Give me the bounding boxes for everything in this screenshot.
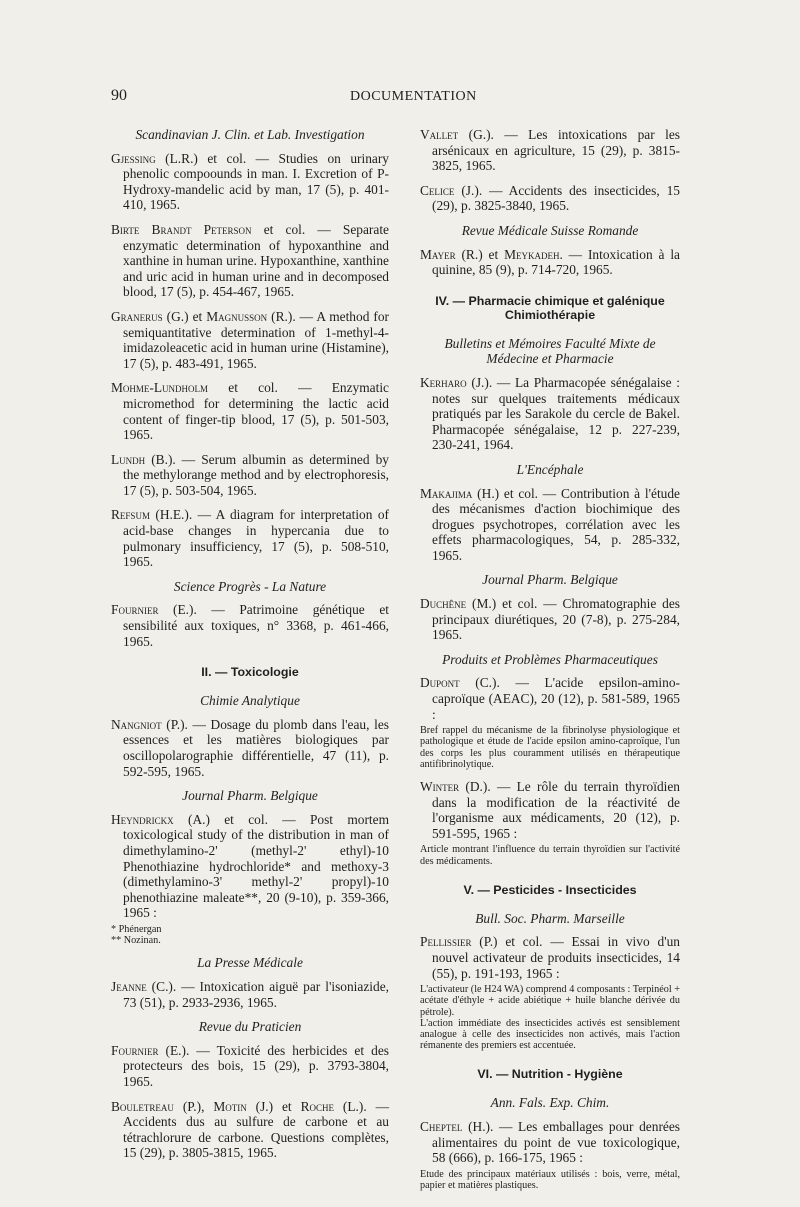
- entry-text: (B.). — Serum albumin as determined by the methylorange method and by electrophoresis, 17 (5), p. 503-504, 1965.: [123, 451, 389, 498]
- chapter-heading-line: V. — Pesticides - Insecticides: [463, 882, 637, 897]
- chapter-heading: [420, 883, 680, 897]
- journal-title: Science Progrès - La Nature: [173, 578, 327, 594]
- entry-note-line: Etude des principaux matériaux utilisés : bois, verre, métal, papier et matières plastiques.: [420, 1168, 680, 1191]
- entry-text: (H.) et col. — Contribution à l'étude des mécanismes d'action biochimique des drogues psychotropes, corrélation avec les effets pharmacologiques, 54, p. 285-332, 1965.: [432, 485, 680, 563]
- entry-author: Motin: [213, 1098, 247, 1114]
- entry-text: (P.). — Dosage du plomb dans l'eau, les essences et les matières biologiques par oscillopolarographie différentielle, 47 (11), p. 592-595, 1965.: [123, 716, 389, 779]
- entry-text: (L.). — Accidents dus au sulfure de carbone et au tétrachlorure de carbone. Questions complètes, 15 (29), p. 3805-3815, 1965.: [123, 1098, 389, 1161]
- chapter-heading: [420, 1067, 680, 1081]
- entry-author: Makajima: [420, 485, 473, 501]
- entry-author: Granerus: [111, 308, 163, 324]
- bibliography-entry: [420, 675, 680, 722]
- entry-author: Mayer: [420, 246, 456, 262]
- left-column: [111, 127, 389, 1170]
- journal-title: Scandinavian J. Clin. et Lab. Investigation: [135, 127, 365, 142]
- entry-author: Cheptel: [420, 1119, 463, 1134]
- entry-author: Winter: [420, 779, 460, 795]
- journal-title: Bulletins et Mémoires Faculté Mixte de Médecine et Pharmacie: [444, 335, 656, 367]
- entry-note-line: L'activateur (le H24 WA) comprend 4 composants : Terpinéol + acétate d'éthyle + acide abiétique + huile blanche dérivée du pétrole).: [420, 984, 680, 1018]
- entry-text: (G.) et: [162, 308, 207, 324]
- bibliography-entry: [111, 452, 389, 499]
- bibliography-entry: [420, 1119, 680, 1166]
- chapter-heading: [111, 665, 389, 679]
- journal-title: Journal Pharm. Belgique: [482, 572, 618, 588]
- journal-title: La Presse Médicale: [197, 955, 303, 971]
- entry-author: Lundh: [111, 451, 146, 467]
- entry-author: Magnusson: [206, 308, 268, 324]
- entry-text: (C.). — Intoxication aiguë par l'isoniazide, 73 (51), p. 2933-2936, 1965.: [123, 978, 389, 1010]
- entry-text: (C.). — L'acide epsilon-amino-caproïque (AEAC), 20 (12), p. 581-589, 1965 :: [432, 675, 680, 722]
- chapter-heading-line: IV. — Pharmacie chimique et galénique: [435, 293, 665, 308]
- bibliography-entry: [111, 309, 389, 371]
- entry-note-line: Bref rappel du mécanisme de la fibrinolyse physiologique et pathologique et étude de l'acide epsilon amino-caproïque, l'un des corps les plus couramment utilisés en thérapeutique antifibrinolytique.: [420, 725, 680, 770]
- right-column: [420, 127, 680, 1200]
- bibliography-entry: [420, 486, 680, 564]
- entry-author: Celice: [420, 182, 455, 198]
- entry-text: (H.). — Les emballages pour denrées alimentaires du point de vue toxicologique, 58 (666), p. 166-175, 1965 :: [432, 1119, 680, 1166]
- entry-text: . — Intoxication à la quinine, 85 (9), p. 714-720, 1965.: [432, 246, 680, 278]
- entry-text: et col. — Separate enzymatic determination of hypoxanthine and xanthine in human urine. Hypoxanthine, xanthine and uric acid in human urine and in decomposed blood, 17 (5), p. 454-467, 1965.: [123, 221, 389, 300]
- journal-title: Produits et Problèmes Pharmaceutiques: [442, 651, 658, 667]
- entry-author: Pellissier: [420, 934, 472, 950]
- entry-note: [420, 844, 680, 866]
- page-header: [0, 87, 800, 113]
- entry-text: (R.). — A method for semiquantitative determination of 1-methyl-4-imidazoleacetic acid in human urine (Histamine), 17 (5), p. 483-491, 1965.: [123, 308, 389, 371]
- running-head: DOCUMENTATION: [350, 89, 477, 104]
- bibliography-entry: [111, 602, 389, 649]
- entry-note: [420, 1169, 680, 1191]
- bibliography-entry: [111, 717, 389, 779]
- journal-title: Ann. Fals. Exp. Chim.: [490, 1095, 610, 1111]
- entry-author: Meykadeh: [504, 246, 560, 262]
- entry-text: (E.). — Patrimoine génétique et sensibilité aux toxiques, n° 3368, p. 461-466, 1965.: [123, 602, 389, 649]
- bibliography-entry: [111, 812, 389, 921]
- chapter-heading: [420, 294, 680, 322]
- bibliography-entry: [111, 979, 389, 1010]
- entry-text: (P.) et col. — Essai in vivo d'un nouvel activateur de produits insecticides, 14 (55), p. 191-193, 1965 :: [432, 934, 680, 981]
- entry-author: Duchêne: [420, 596, 467, 612]
- entry-text: (H.E.). — A diagram for interpretation of acid-base changes in hypercania due to pulmonary insufficiency, 17 (5), p. 508-510, 1965.: [123, 507, 389, 570]
- entry-text: (E.). — Toxicité des herbicides et des protecteurs des bois, 15 (29), p. 3793-3804, 1965.: [123, 1042, 389, 1089]
- entry-author: Mohme-Lundholm: [111, 380, 209, 396]
- entry-author: Refsum: [111, 507, 150, 523]
- entry-note: [420, 984, 680, 1051]
- bibliography-entry: [420, 247, 680, 278]
- entry-author: Fournier: [111, 602, 159, 618]
- page-number: 90: [111, 87, 127, 104]
- entry-author: Vallet: [420, 127, 459, 142]
- entry-author: Roche: [300, 1098, 334, 1114]
- journal-title: Journal Pharm. Belgique: [182, 788, 318, 804]
- entry-note: [111, 924, 389, 946]
- journal-title: Revue du Praticien: [198, 1019, 302, 1035]
- bibliography-entry: [420, 127, 680, 174]
- entry-text: (A.) et col. — Post mortem toxicological study of the distribution in man of dimethylamino-2' (methyl-2' ethyl)-10 Phenothiazine hydrochloride* and methoxy-3 (dimethylamino-3' methyl-2' propyl)-10 phenothiazine maleate**, 20 (9-10), p. 359-366, 1965 :: [123, 811, 389, 921]
- entry-note-line: * Phénergan: [111, 923, 162, 935]
- entry-author: Birte Brandt Peterson: [111, 221, 252, 237]
- journal-title: Bull. Soc. Pharm. Marseille: [475, 910, 625, 926]
- entry-text: (J.). — La Pharmacopée sénégalaise : notes sur quelques traitements médicaux pratiqués par les Sarakole du cercle de Bakel. Pharmacopée sénégalaise, 12 p. 227-239, 230-241, 1964.: [432, 374, 680, 453]
- bibliography-entry: [111, 222, 389, 300]
- bibliography-entry: [111, 1043, 389, 1090]
- bibliography-entry: [420, 596, 680, 643]
- entry-author: Dupont: [420, 675, 460, 691]
- entry-author: Gjessing: [111, 150, 156, 166]
- entry-text: (P.),: [173, 1098, 214, 1114]
- chapter-heading-line: VI. — Nutrition - Hygiène: [477, 1067, 623, 1082]
- entry-text: (J.). — Accidents des insecticides, 15 (29), p. 3825-3840, 1965.: [432, 182, 680, 214]
- bibliography-entry: [111, 507, 389, 569]
- entry-author: Bouletreau: [111, 1098, 174, 1114]
- entry-author: Fournier: [111, 1042, 159, 1058]
- entry-note-line: L'action immédiate des insecticides activés est sensiblement analogue à celle des insecticides non activés, mais l'action rémanente des premiers est accentuée.: [420, 1017, 680, 1052]
- chapter-heading-line: Chimiothérapie: [504, 307, 596, 322]
- bibliography-entry: [111, 380, 389, 442]
- entry-text: et col. — Enzymatic micromethod for determining the lactic acid content of finger-tip blood, 17 (5), p. 501-503, 1965.: [123, 380, 389, 443]
- bibliography-entry: [111, 1099, 389, 1161]
- entry-text: (J.) et: [246, 1098, 301, 1114]
- entry-text: (M.) et col. — Chromatographie des principaux diurétiques, 20 (7-8), p. 275-284, 1965.: [432, 596, 680, 643]
- entry-text: (L.R.) et col. — Studies on urinary phenolic compoounds in man. I. Excretion of P-Hydroxy-mandelic acid by man, 17 (5), p. 401-410, 1965.: [123, 150, 389, 213]
- journal-title: Revue Médicale Suisse Romande: [461, 222, 639, 238]
- entry-author: Nangniot: [111, 716, 162, 732]
- entry-author: Jeanne: [111, 978, 147, 994]
- entry-note-line: Article montrant l'influence du terrain thyroïdien sur l'activité des médicaments.: [420, 844, 680, 867]
- entry-text: (D.). — Le rôle du terrain thyroïdien dans la modification de la réactivité de l'organisme aux médicaments, 20 (12), p. 591-595, 1965 :: [432, 779, 680, 841]
- bibliography-entry: [420, 375, 680, 453]
- bibliography-entry: [420, 779, 680, 841]
- entry-text: (R.) et: [455, 246, 505, 262]
- bibliography-entry: [420, 183, 680, 214]
- entry-note-line: ** Nozinan.: [111, 935, 161, 947]
- journal-title: L'Encéphale: [516, 461, 584, 477]
- journal-title: Chimie Analytique: [200, 693, 300, 709]
- entry-author: Heyndrickx: [111, 811, 174, 827]
- entry-note: [420, 725, 680, 770]
- entry-text: (G.). — Les intoxications par les arsénicaux en agriculture, 15 (29), p. 3815-3825, 1965.: [432, 127, 680, 174]
- chapter-heading-line: II. — Toxicologie: [201, 665, 299, 680]
- entry-author: Kerharo: [420, 374, 467, 390]
- bibliography-entry: [111, 151, 389, 213]
- bibliography-entry: [420, 934, 680, 981]
